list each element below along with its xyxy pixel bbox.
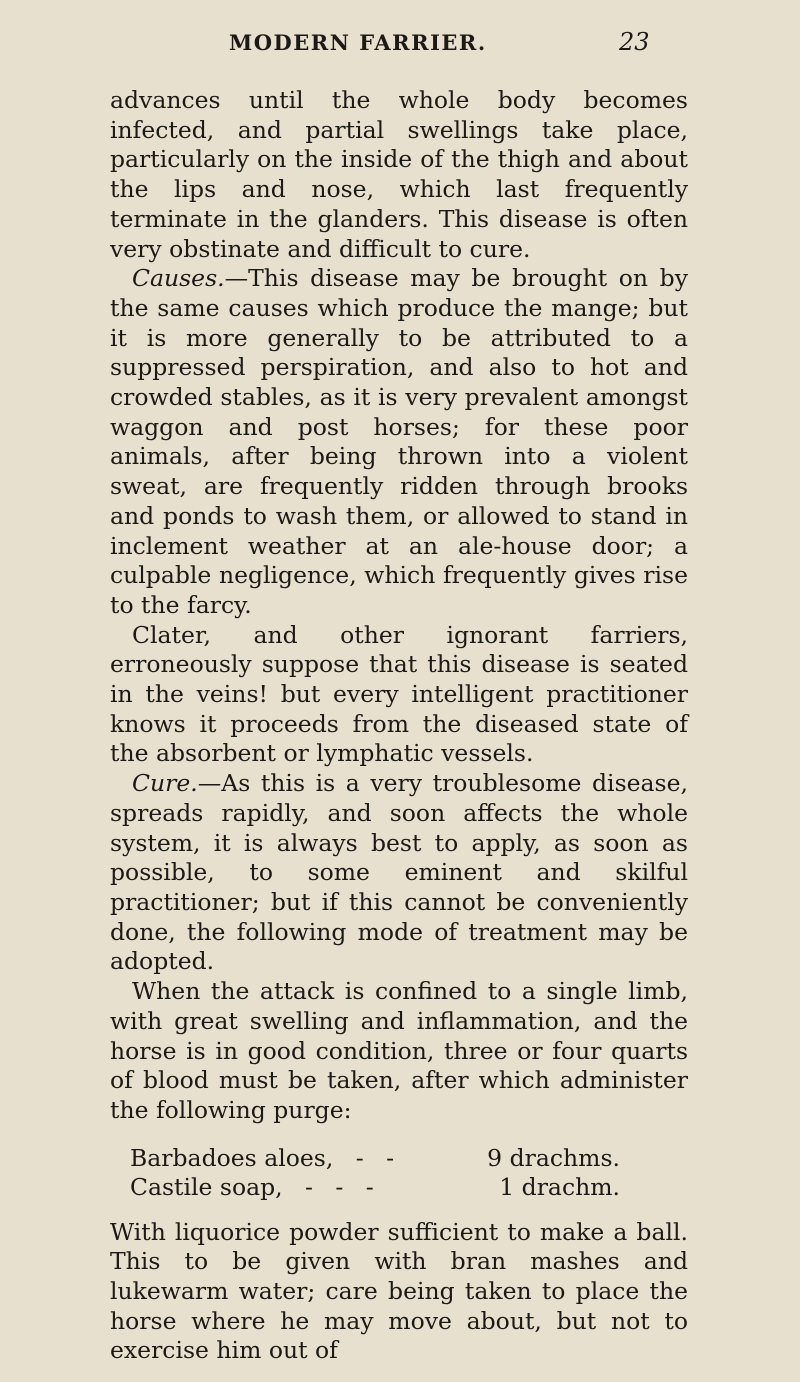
recipe-quantity: 9 drachms.	[487, 1143, 620, 1172]
recipe-ingredient: Barbadoes aloes, - -	[130, 1143, 395, 1172]
paragraph-ball: With liquorice powder sufficient to make a ball. This to be given with bran mashes and lukewarm water; care being taken to place the horse where he may move about, but not to exercise him out of	[110, 1217, 688, 1365]
paragraph-cure	[110, 769, 688, 977]
paragraph-intro: advances until the whole body becomes infected, and partial swellings take place, particularly on the inside of the thigh and about the lips and nose, which last frequently terminate in the glanders. This disease is often very obstinate and difficult to cure.	[110, 86, 688, 263]
recipe-quantity: 1 drachm.	[499, 1172, 620, 1201]
purge-recipe	[130, 1144, 620, 1202]
cure-text: —As this is a very troublesome disease, spreads rapidly, and soon affects the whole system, it is always best to apply, as soon as possible, to some eminent and skilful practitioner; but if this cannot be conveniently done, the following mode of treatment may be adopted.	[110, 769, 688, 976]
page-header	[0, 28, 800, 68]
page-number: 23	[619, 28, 650, 56]
paragraph-treatment: When the attack is confined to a single limb, with great swelling and inflammation, and the horse is in good condition, three or four quarts of blood must be taken, after which administer the following purge:	[110, 977, 688, 1124]
paragraph-clater: Clater, and other ignorant farriers, erroneously suppose that this disease is seated in the veins! but every intelligent practitioner knows it proceeds from the diseased state of the absorbent or lymphatic vessels.	[110, 620, 688, 768]
paragraph-causes	[110, 264, 688, 620]
causes-text: —This disease may be brought on by the same causes which produce the mange; but it is more generally to be attributed to a suppressed perspiration, and also to hot and crowded stables, as it is very prevalent amongst waggon and post horses; for these poor animals, after being thrown into a violent sweat, are frequently ridden through brooks and ponds to wash them, or allowed to stand in inclement weather at an ale-house door; a culpable negligence, which frequently gives rise to the farcy.	[110, 264, 688, 619]
recipe-row	[130, 1144, 620, 1173]
recipe-ingredient: Castile soap, - - -	[130, 1172, 374, 1201]
causes-heading: Causes.	[132, 264, 225, 293]
cure-heading: Cure.	[132, 769, 198, 798]
page-body	[110, 86, 688, 1366]
running-head: MODERN FARRIER.	[229, 30, 487, 55]
recipe-row	[130, 1173, 620, 1202]
